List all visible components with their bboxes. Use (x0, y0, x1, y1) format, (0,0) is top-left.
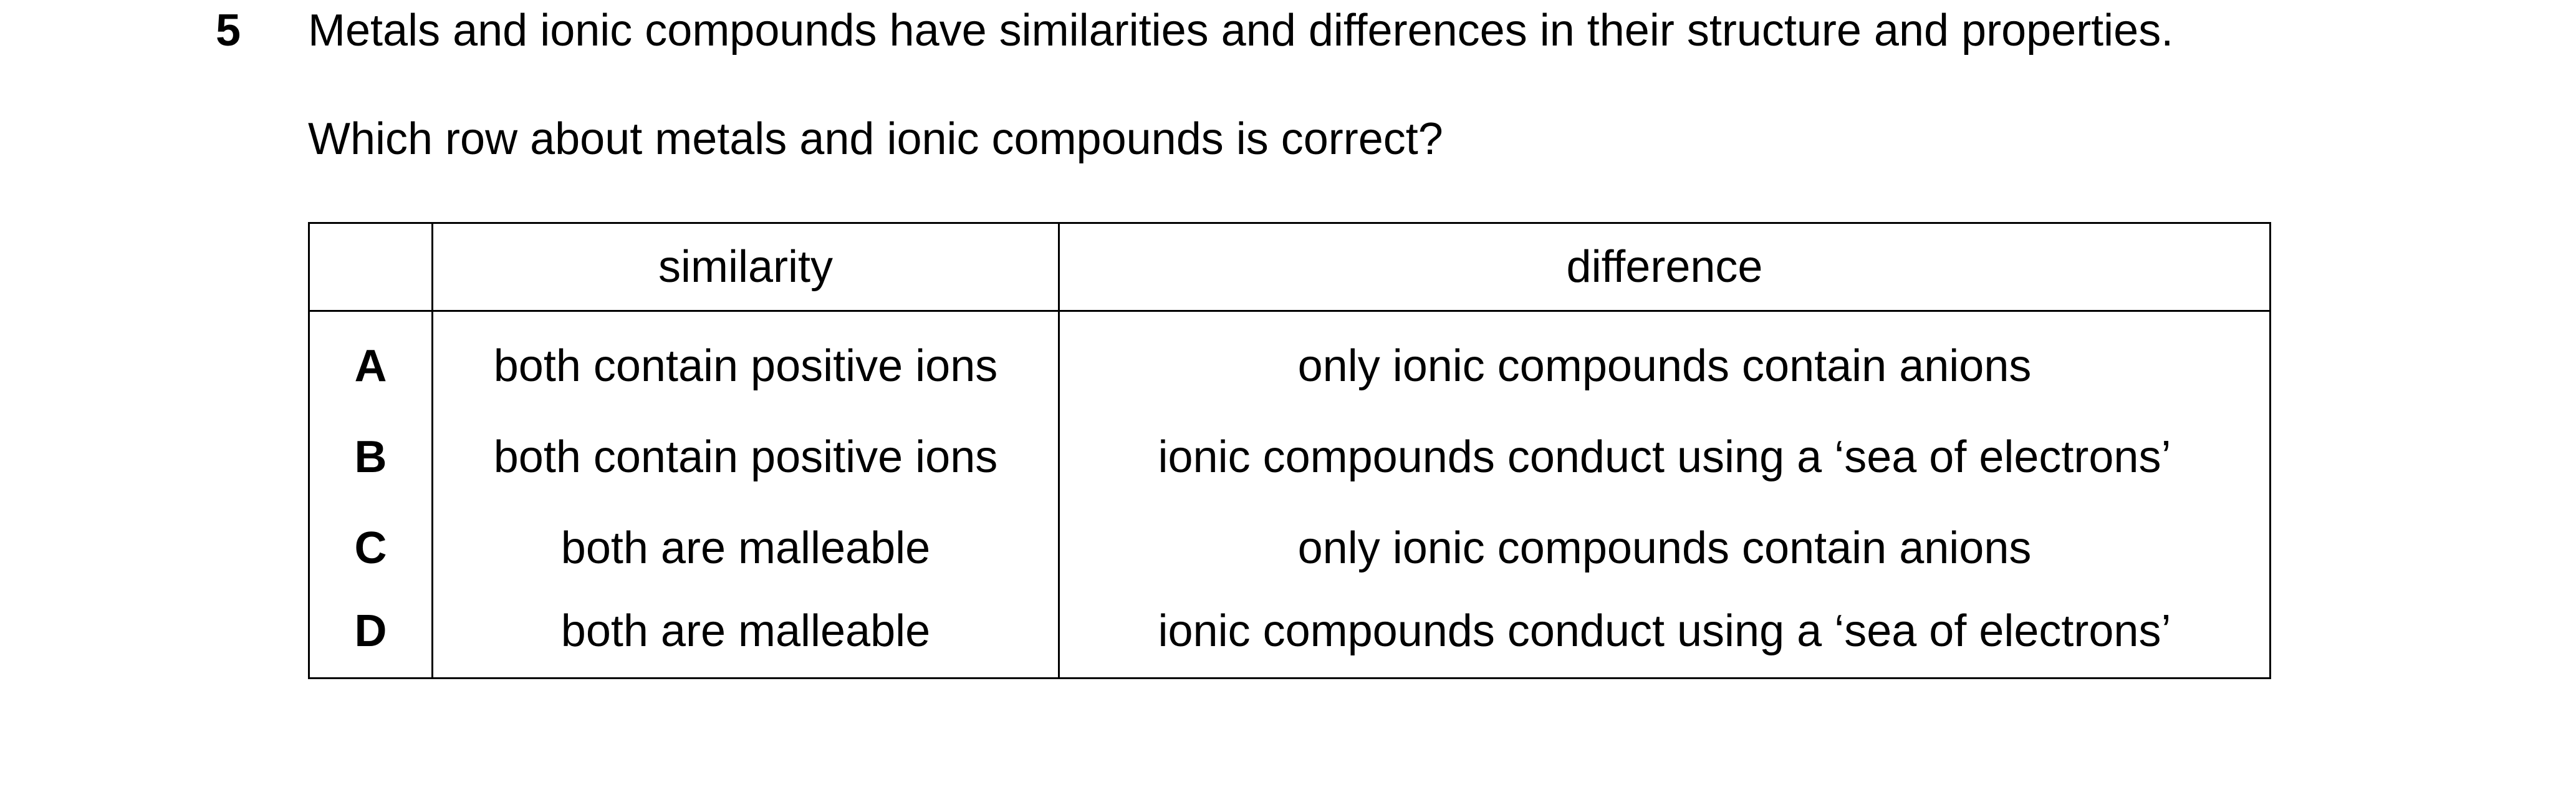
option-row-d[interactable] (309, 594, 2271, 679)
option-letter: C (309, 503, 433, 594)
option-difference: only ionic compounds contain anions (1059, 503, 2271, 594)
option-letter: D (309, 594, 433, 679)
option-similarity: both contain positive ions (433, 412, 1059, 503)
option-similarity: both are malleable (433, 503, 1059, 594)
question-prompt: Which row about metals and ionic compounds is correct? (308, 114, 1443, 164)
option-difference: ionic compounds conduct using a ‘sea of electrons’ (1059, 594, 2271, 679)
header-difference: difference (1059, 223, 2271, 311)
option-letter: A (309, 311, 433, 412)
option-difference: ionic compounds conduct using a ‘sea of electrons’ (1059, 412, 2271, 503)
option-row-c[interactable] (309, 503, 2271, 594)
header-letter (309, 223, 433, 311)
option-letter: B (309, 412, 433, 503)
question-number: 5 (216, 6, 241, 56)
question-stem: Metals and ionic compounds have similarities and differences in their structure and properties. (308, 6, 2174, 56)
table-header-row (309, 223, 2271, 311)
option-similarity: both are malleable (433, 594, 1059, 679)
option-similarity: both contain positive ions (433, 311, 1059, 412)
option-row-a[interactable] (309, 311, 2271, 412)
answer-options-table (308, 222, 2271, 679)
option-difference: only ionic compounds contain anions (1059, 311, 2271, 412)
header-similarity: similarity (433, 223, 1059, 311)
option-row-b[interactable] (309, 412, 2271, 503)
